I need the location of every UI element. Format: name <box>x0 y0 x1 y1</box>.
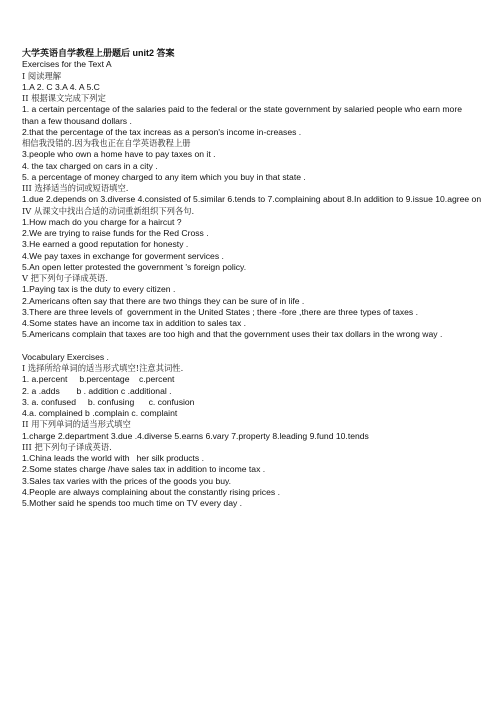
text-line: III 选择适当的词或短语填空. <box>22 183 129 193</box>
text-line: 1.Paying tax is the duty to every citizen . <box>22 284 176 295</box>
document-body <box>22 59 482 509</box>
text-line: 3.Sales tax varies with the prices of the goods you buy. <box>22 475 232 486</box>
text-line: 2.We are trying to raise funds for the Red Cross . <box>22 228 209 238</box>
text-line: 3. a. confused b. confusing c. confusion <box>22 396 195 407</box>
text-line: 4.Some states have an income tax in addition to sales tax . <box>22 318 247 328</box>
text-line: III 把下列句子译成英语. <box>22 441 112 452</box>
text-line: I 阅读理解 <box>22 70 62 81</box>
text-line: 1.China leads the world with her silk products . <box>22 453 204 463</box>
text-line: 4.a. complained b .complain c. complaint <box>22 408 178 418</box>
text-line: 5.An open letter protested the government 's foreign policy. <box>22 261 247 272</box>
text-line: II 根据课文完成下列定 <box>22 93 106 103</box>
text-line: 1.due 2.depends on 3.diverse 4.consisted of 5.similar 6.tends to 7.complaining about 8.In addition to 9.issue 10.agree on <box>22 194 482 205</box>
text-line: 1. a certain percentage of the salaries paid to the federal or the state government by salaried people who earn more than a few thousand dollars . <box>22 104 467 126</box>
text-line: IV 从课文中找出合适的动词重新组织下列各句. <box>22 205 195 216</box>
text-line: 4.We pay taxes in exchange for goverment services . <box>22 250 224 261</box>
text-line: 1. a.percent b.percentage c.percent <box>22 374 175 385</box>
text-line: 4.People are always complaining about the constantly rising prices . <box>22 486 280 497</box>
document-page <box>22 48 482 509</box>
text-line: 3.He earned a good reputation for honesty . <box>22 239 189 250</box>
text-line: 5. a percentage of money charged to any item which you buy in that state . <box>22 171 306 182</box>
text-line: I 选择所给单词的适当形式填空!注意其词性. <box>22 363 184 373</box>
text-line: 1.How mach do you charge for a haircut ? <box>22 216 182 227</box>
text-line: 1.A 2. C 3.A 4. A 5.C <box>22 81 100 92</box>
text-line: 3.There are three levels of government in the United States ; there -fore ,there are three types of taxes . <box>22 306 419 317</box>
text-line: 相信我没错的.因为我也正在自学英语教程上册 <box>22 138 191 148</box>
text-line: 4. the tax charged on cars in a city . <box>22 160 158 171</box>
text-line: 2. a .adds b . addition c .additional . <box>22 385 172 396</box>
text-line: 5.Americans complain that taxes are too high and that the government uses their tax dollars in the wrong way . <box>22 329 443 340</box>
text-line: 5.Mother said he spends too much time on TV every day . <box>22 498 243 508</box>
text-line: Vocabulary Exercises . <box>22 351 109 362</box>
text-line: II 用下列单词的适当形式填空 <box>22 419 131 430</box>
text-line: Exercises for the Text A <box>22 59 112 70</box>
text-line: 2.that the percentage of the tax increas as a person's income in-creases . <box>22 126 302 137</box>
text-line <box>22 341 482 352</box>
text-line: 2.Americans often say that there are two things they can be sure of in life . <box>22 295 305 306</box>
text-line: 1.charge 2.department 3.due .4.diverse 5.earns 6.vary 7.property 8.leading 9.fund 10.tends <box>22 430 369 441</box>
text-line: 3.people who own a home have to pay taxes on it . <box>22 149 216 160</box>
text-line: 2.Some states charge /have sales tax in addition to income tax . <box>22 464 266 475</box>
text-line: V 把下列句子译成英语. <box>22 273 108 283</box>
document-title: 大学英语自学教程上册题后 unit2 答案 <box>22 48 175 58</box>
